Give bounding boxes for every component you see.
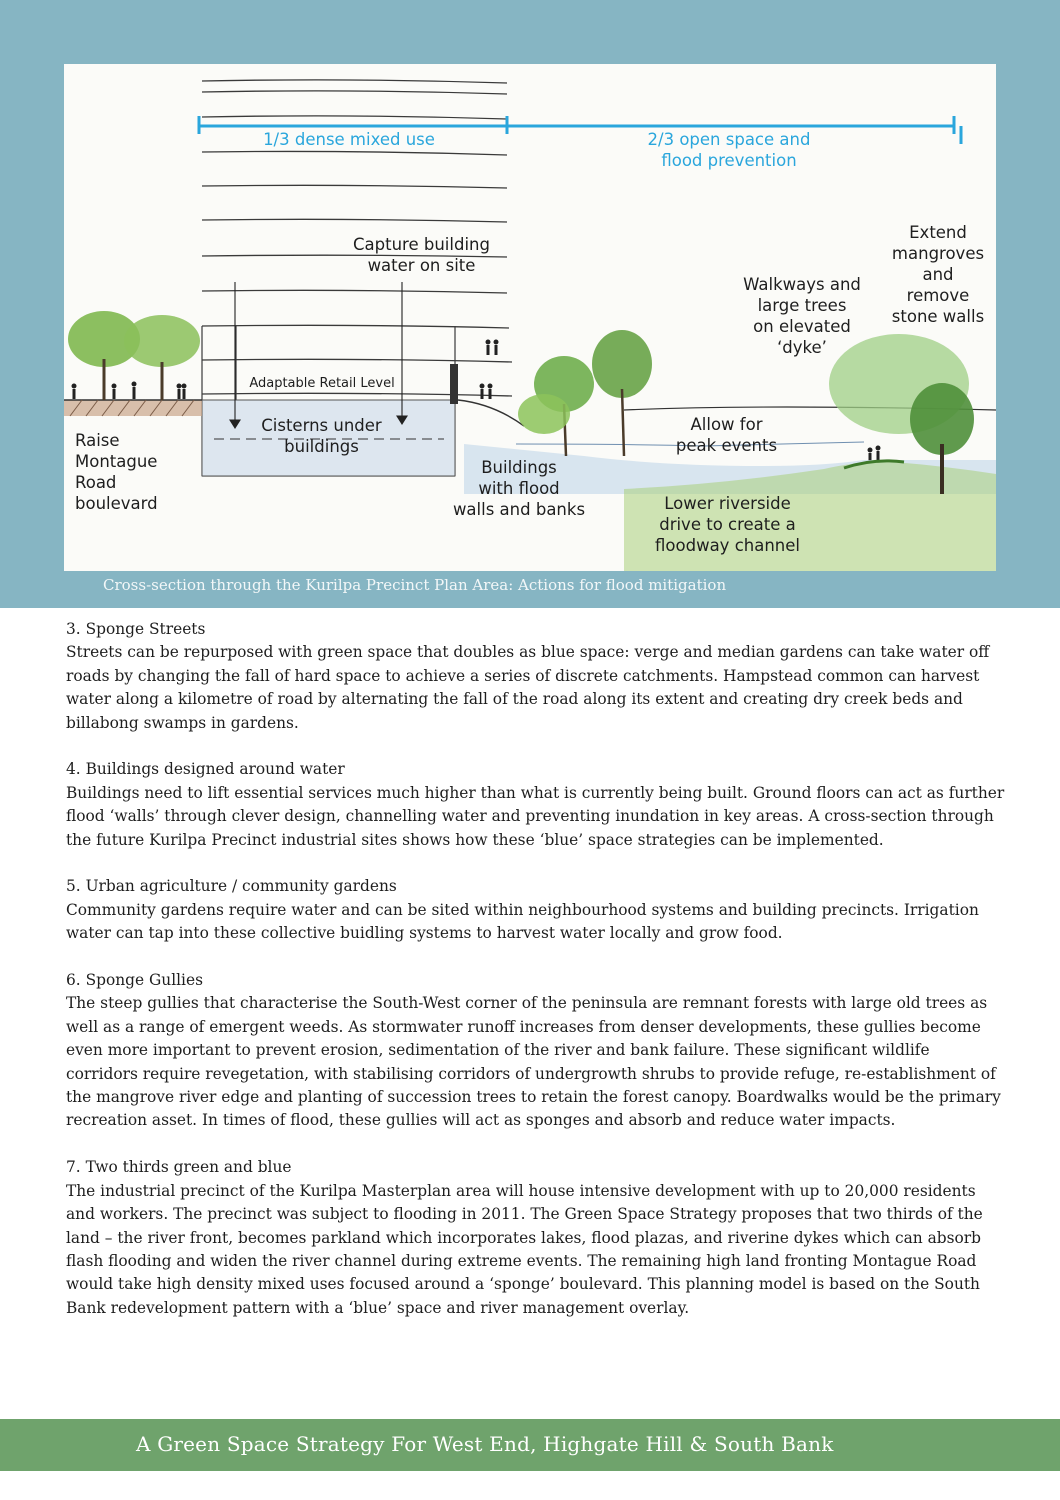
- section-text: Buildings need to lift essential services much higher than what is currently being built. Ground floors can act as further flood ‘walls’ through clever design, channelling water and preventing inundation in key areas. A cross-section through the future Kurilpa Precinct industrial sites shows how these ‘blue’ space strategies can be implemented.: [66, 783, 1005, 849]
- cisterns-label: Cisterns under buildings: [261, 416, 382, 456]
- flood-walls-label: Buildings with flood walls and banks: [452, 458, 586, 519]
- section-heading: 4. Buildings designed around water: [66, 760, 345, 779]
- capture-water-label: Capture building water on site: [353, 235, 490, 275]
- section-text: Streets can be repurposed with green space that doubles as blue space: verge and median gardens can take water off roads by changing the fall of hard space to achieve a series of discrete catchments. Hampstead common can harvest water along a kilometre of road by alternating the fall of the road along its extent and creating dry creek beds and billabong swamps in gardens.: [66, 643, 990, 732]
- section-sponge-streets: [66, 618, 1006, 735]
- retail-level-label: Adaptable Retail Level: [249, 376, 395, 391]
- floodway-label: Lower riverside drive to create a floodway channel: [655, 494, 800, 555]
- section-urban-agriculture: [66, 875, 1006, 945]
- raise-road-label: Raise Montague Road boulevard: [75, 431, 158, 513]
- walkways-label: Walkways and large trees on elevated ‘dyke’: [743, 275, 861, 357]
- section-text: The industrial precinct of the Kurilpa Masterplan area will house intensive development with up to 20,000 residents and workers. The precinct was subject to flooding in 2011. The Green Space Strategy proposes that two thirds of the land – the river front, becomes parkland which incorporates lakes, flood plazas, and riverine dykes which can absorb flash flooding and widen the river channel during extreme events. The remaining high land fronting Montague Road would take high density mixed uses focused around a ‘sponge’ boulevard. This planning model is based on the South Bank redevelopment pattern with a ‘blue’ space and river management overlay.: [66, 1181, 983, 1317]
- section-heading: 6. Sponge Gullies: [66, 971, 203, 990]
- open-space-dimension-label: 2/3 open space and flood prevention: [647, 130, 811, 170]
- peak-events-label: Allow for peak events: [675, 415, 778, 455]
- section-text: The steep gullies that characterise the South-West corner of the peninsula are remnant forests with large old trees as well as a range of emergent weeds. As stormwater runoff increases from denser developments, these gullies become even more important to prevent erosion, sedimentation of the river and bank failure. These significant wildlife corridors require revegetation, with stabilising corridors of undergrowth shrubs to provide refuge, re-establishment of the mangrove river edge and planting of succession trees to retain the forest canopy. Boardwalks would be the primary recreation asset. In times of flood, these gullies will act as sponges and absorb and reduce water impacts.: [66, 994, 1001, 1130]
- extend-mangroves-label: Extend mangroves and remove stone walls: [891, 223, 985, 326]
- section-heading: 5. Urban agriculture / community gardens: [66, 877, 397, 896]
- section-sponge-gullies: [66, 969, 1006, 1133]
- section-text: Community gardens require water and can be sited within neighbourhood systems and building precincts. Irrigation water can tap into these collective buidling systems to harvest water locally and grow food.: [66, 900, 979, 943]
- section-two-thirds: [66, 1156, 1006, 1320]
- figure-caption: Cross-section through the Kurilpa Precinct Plan Area: Actions for flood mitigation: [103, 576, 727, 594]
- body-text: [66, 618, 1006, 1344]
- footer-title: A Green Space Strategy For West End, Highgate Hill & South Bank: [136, 1432, 834, 1456]
- section-buildings-water: [66, 758, 1006, 852]
- cross-section-illustration: [64, 64, 996, 571]
- dense-use-dimension-label: 1/3 dense mixed use: [263, 130, 435, 149]
- section-heading: 7. Two thirds green and blue: [66, 1158, 292, 1177]
- section-heading: 3. Sponge Streets: [66, 620, 206, 638]
